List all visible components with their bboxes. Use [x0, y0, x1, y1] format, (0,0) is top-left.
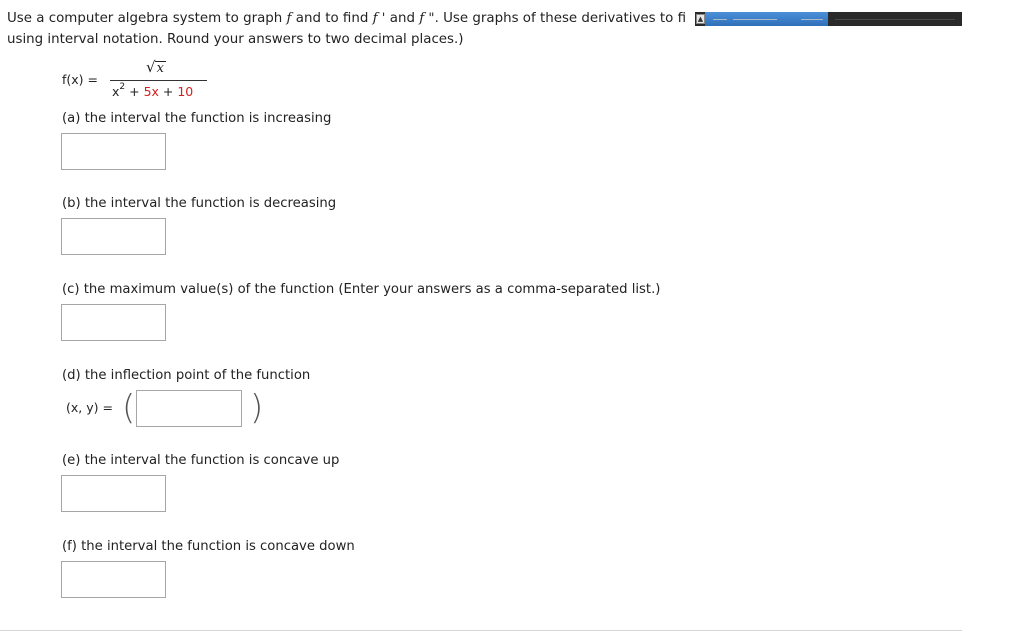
problem-text: and to find	[291, 11, 373, 26]
divider	[0, 630, 962, 631]
symbol-f-prime: f '	[372, 11, 386, 26]
den-exponent: 2	[119, 82, 126, 92]
answer-b-input[interactable]	[61, 218, 166, 255]
symbol-f: f	[286, 11, 292, 26]
question-a-label: (a) the interval the function is increasing	[62, 111, 332, 126]
close-paren: )	[250, 388, 264, 428]
den-operator: +	[125, 84, 144, 99]
den-term: x	[112, 84, 120, 99]
fraction-bar	[110, 80, 207, 81]
problem-text: Use a computer algebra system to graph	[7, 11, 287, 26]
problem-text: . Use graphs of these derivatives to fi	[434, 11, 687, 26]
question-d-label: (d) the inflection point of the function	[62, 368, 311, 383]
denominator	[112, 84, 193, 99]
numerator	[146, 58, 206, 77]
radicand: x	[156, 61, 164, 76]
problem-text: and	[385, 11, 420, 26]
den-coefficient: 5x	[143, 84, 159, 99]
question-e-label: (e) the interval the function is concave up	[62, 453, 340, 468]
tooltip-highlight	[705, 12, 828, 26]
tooltip-overlay[interactable]	[695, 12, 962, 26]
question-f-label: (f) the interval the function is concave down	[62, 539, 355, 554]
den-constant: 10	[177, 84, 194, 99]
problem-line-2: using interval notation. Round your answers to two decimal places.)	[7, 32, 464, 47]
answer-d-input[interactable]	[136, 390, 242, 427]
answer-e-input[interactable]	[61, 475, 166, 512]
answer-c-input[interactable]	[61, 304, 166, 341]
open-paren: (	[122, 388, 136, 428]
symbol-f-double-prime: f "	[419, 11, 435, 26]
sqrt-icon: √	[146, 58, 156, 76]
question-b-label: (b) the interval the function is decreasing	[62, 196, 337, 211]
den-operator: +	[158, 84, 178, 99]
answer-f-input[interactable]	[61, 561, 166, 598]
function-lhs: f(x) =	[62, 72, 98, 87]
question-c-label: (c) the maximum value(s) of the function (Enter your answers as a comma-separated list.)	[62, 282, 661, 297]
answer-a-input[interactable]	[61, 133, 166, 170]
expand-arrow-icon[interactable]: ▲	[697, 15, 704, 23]
point-label: (x, y) =	[66, 400, 113, 415]
